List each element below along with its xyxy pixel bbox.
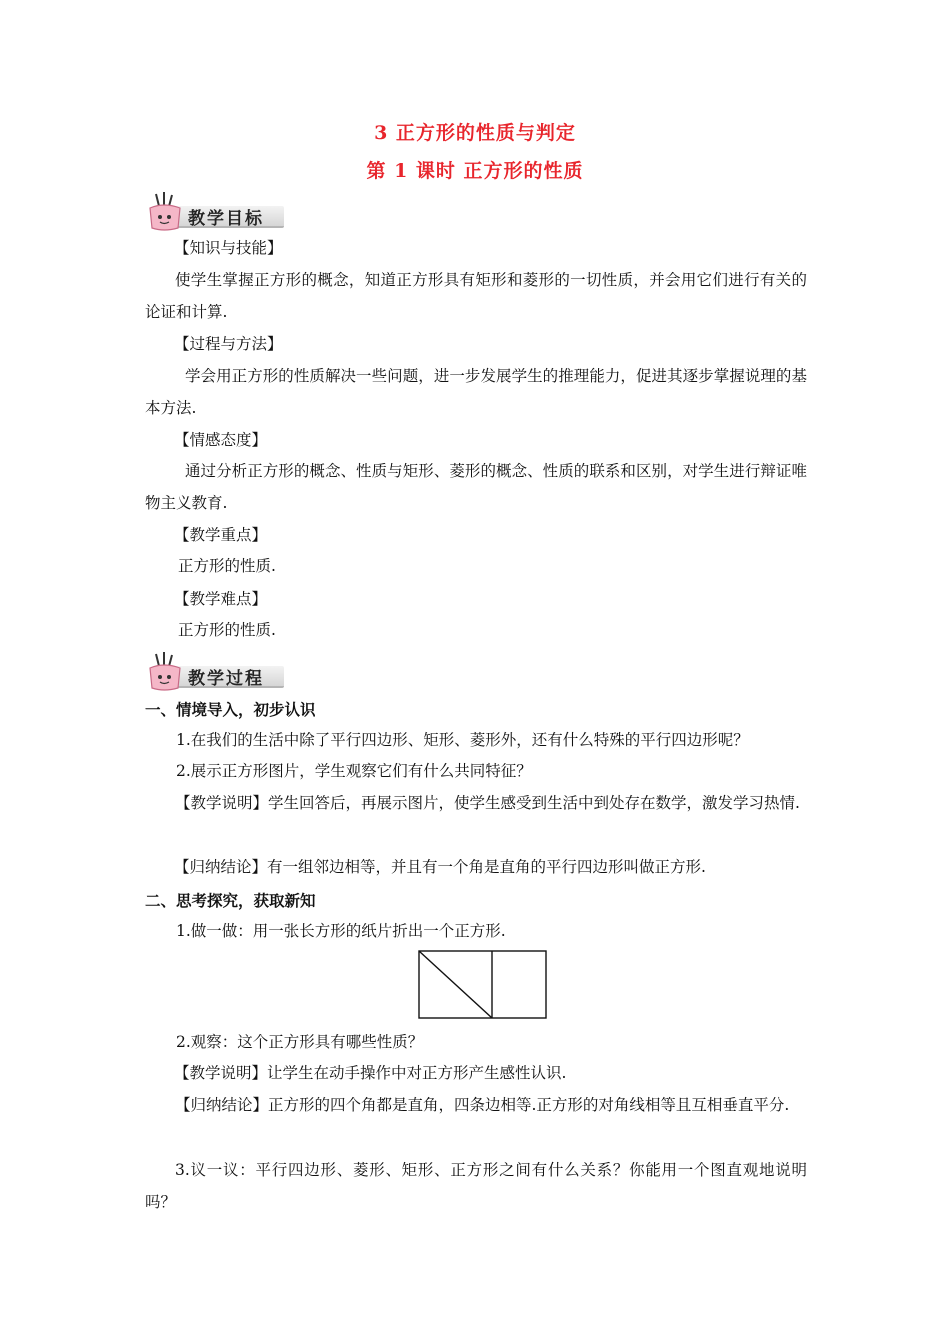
badge-label: 教学过程 [188,669,264,689]
process-text: 学会用正方形的性质解决一些问题，进一步发展学生的推理能力，促进其逐步掌握说理的基本方法. [145,367,807,417]
difficult-point-heading: 【教学难点】 [174,590,268,608]
process-heading: 【过程与方法】 [174,335,283,353]
question-1-1: 1.在我们的生活中除了平行四边形、矩形、菱形外，还有什么特殊的平行四边形呢？ [176,731,749,749]
folded-paper-figure [418,950,548,1020]
question-2-2: 2.观察：这个正方形具有哪些性质？ [176,1033,424,1051]
emotion-heading: 【情感态度】 [174,431,268,449]
question-1-2: 2.展示正方形图片，学生观察它们有什么共同特征？ [176,762,532,780]
conclusion-2: 【归纳结论】正方形的四个角都是直角，四条边相等.正方形的对角线相等且互相垂直平分. [175,1096,790,1114]
conclusion-1: 【归纳结论】有一组邻边相等，并且有一个角是直角的平行四边形叫做正方形. [174,858,706,876]
emotion-text: 通过分析正方形的概念、性质与矩形、菱形的概念、性质的联系和区别，对学生进行辩证唯物主义教育. [145,462,807,512]
badge-label: 教学目标 [188,209,264,229]
question-2-1: 1.做一做：用一张长方形的纸片折出一个正方形. [176,922,506,940]
pen-holder-icon [142,650,192,692]
teaching-note-1: 【教学说明】学生回答后，再展示图片，使学生感受到生活中到处存在数学，激发学习热情. [175,794,800,812]
section-badge-process [142,650,287,690]
key-point-text: 正方形的性质. [178,557,276,575]
pen-holder-icon [142,190,192,232]
knowledge-heading: 【知识与技能】 [174,239,283,257]
difficult-point-text: 正方形的性质. [178,621,276,639]
section-badge-goals [142,190,287,230]
page-subtitle: 第 1 课时 正方形的性质 [366,160,584,182]
knowledge-text: 使学生掌握正方形的概念，知道正方形具有矩形和菱形的一切性质，并会用它们进行有关的论证和计算. [145,271,807,321]
teaching-note-2: 【教学说明】让学生在动手操作中对正方形产生感性认识. [174,1064,567,1082]
section-heading-1: 一、情境导入，初步认识 [145,701,316,719]
question-2-3: 3.议一议：平行四边形、菱形、矩形、正方形之间有什么关系？你能用一个图直观地说明吗？ [145,1161,807,1211]
section-heading-2: 二、思考探究，获取新知 [145,892,316,910]
page-title: 3 正方形的性质与判定 [374,122,576,144]
key-point-heading: 【教学重点】 [174,526,268,544]
